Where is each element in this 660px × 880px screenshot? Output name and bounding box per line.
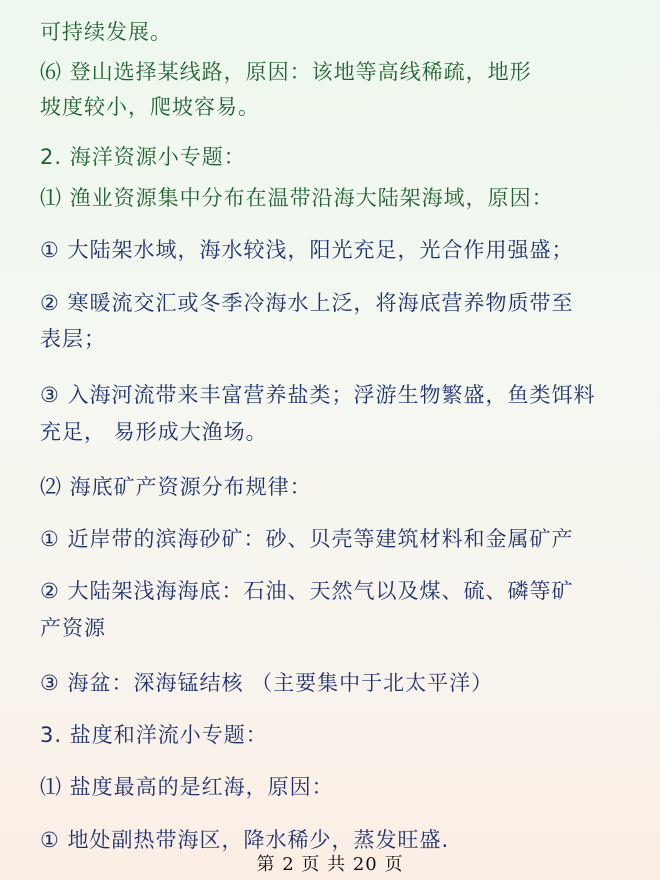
text-line: ⑹ 登山选择某线路，原因：该地等高线稀疏，地形	[40, 60, 532, 84]
text-line: ⑴ 盐度最高的是红海，原因：	[40, 775, 334, 799]
text-line: ③ 海盆：深海锰结核 （主要集中于北太平洋）	[40, 671, 494, 695]
text-line: 表层；	[40, 327, 106, 351]
text-line: ① 大陆架水域，海水较浅，阳光充足，光合作用强盛；	[40, 238, 574, 262]
text-line: 充足， 易形成大渔场。	[40, 420, 268, 444]
text-line: ③ 入海河流带来丰富营养盐类；浮游生物繁盛，鱼类饵料	[40, 383, 596, 407]
text-line: ② 大陆架浅海海底：石油、天然气以及煤、硫、磷等矿	[40, 579, 574, 603]
text-line: ② 寒暖流交汇或冬季冷海水上泛，将海底营养物质带至	[40, 291, 574, 315]
text-line: ① 地处副热带海区，降水稀少，蒸发旺盛.	[40, 828, 450, 852]
section-heading: 3. 盐度和洋流小专题：	[40, 723, 268, 747]
text-line: ① 近岸带的滨海砂矿：砂、贝壳等建筑材料和金属矿产	[40, 527, 574, 551]
text-line: ⑴ 渔业资源集中分布在温带沿海大陆架海域，原因：	[40, 186, 554, 210]
text-line: ⑵ 海底矿产资源分布规律：	[40, 475, 312, 499]
text-line: 坡度较小，爬坡容易。	[40, 95, 260, 119]
text-line: 可持续发展。	[40, 20, 172, 44]
text-line: 产资源	[40, 616, 106, 640]
section-heading: 2. 海洋资源小专题：	[40, 145, 246, 169]
page-footer: 第 2 页 共 20 页	[256, 854, 404, 875]
